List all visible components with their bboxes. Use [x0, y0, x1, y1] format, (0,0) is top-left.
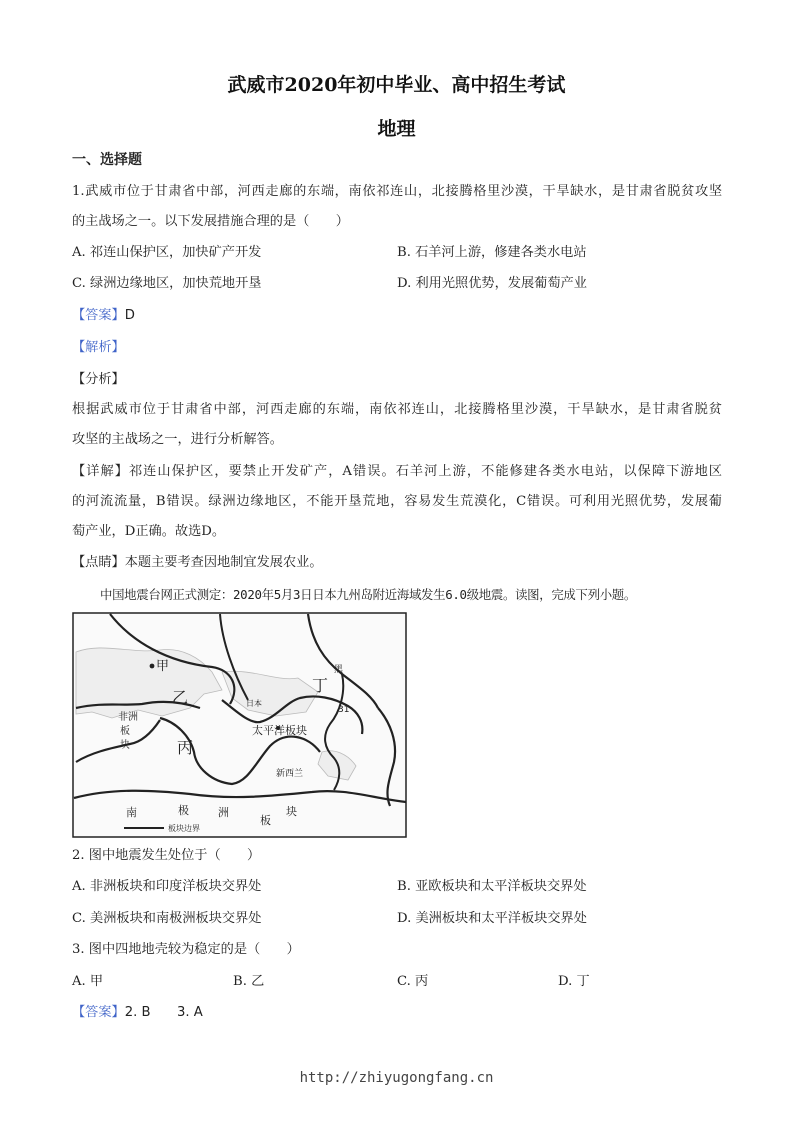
fenxi-tag: 【分析】 — [72, 372, 125, 387]
label-ding: 丁 — [312, 676, 329, 695]
legend-label: 板块边界 — [168, 824, 200, 833]
q2-option-c: C. 美洲板块和南极洲板块交界处 — [72, 911, 262, 926]
label-africa-2: 板 — [120, 726, 130, 737]
q1-stem-line1: 1.武威市位于甘肃省中部，河西走廊的东端，南依祁连山，北接腾格里沙漠，干旱缺水，是甘肃省脱贫攻坚 — [72, 184, 722, 199]
label-black: 黑 — [334, 665, 344, 675]
quake-intro: 中国地震台网正式测定：2020年5月3日日本九州岛附近海域发生6.0级地震。读图，完成下列小题。 — [100, 587, 636, 602]
q3-stem: 3. 图中四地地壳较为稳定的是（ ） — [72, 942, 300, 957]
footer-url: http://zhiyugongfang.cn — [299, 1070, 494, 1086]
q3-option-d: D. 丁 — [558, 974, 590, 989]
q2-option-a: A. 非洲板块和印度洋板块交界处 — [72, 879, 262, 894]
label-bing: 丙 — [177, 738, 194, 757]
final-answer-value: 2. B 3. A — [124, 1005, 203, 1020]
q3-option-c: C. 丙 — [397, 974, 429, 989]
q1-option-d: D. 利用光照优势，发展葡萄产业 — [397, 276, 587, 291]
point-text: 本题主要考查因地制宜发展农业。 — [124, 555, 323, 570]
point-line — [72, 553, 722, 573]
label-south-1: 极 — [178, 804, 189, 817]
label-31: 31 — [338, 705, 350, 715]
section-heading: 一、选择题 — [72, 152, 142, 168]
q1-option-a: A. 祁连山保护区，加快矿产开发 — [72, 245, 262, 260]
label-africa-0: 非 — [118, 712, 128, 723]
q2-option-d: D. 美洲板块和太平洋板块交界处 — [397, 911, 587, 926]
q1-option-c: C. 绿洲边缘地区，加快荒地开垦 — [72, 276, 262, 291]
detail-line1 — [72, 462, 722, 482]
map-frame — [73, 613, 406, 837]
label-south-4: 块 — [286, 805, 297, 818]
answer-tag: 【答案】 — [72, 308, 125, 323]
final-answer-tag: 【答案】 — [72, 1005, 125, 1020]
fenxi-line1: 根据武威市位于甘肃省中部，河西走廊的东端，南依祁连山，北接腾格里沙漠，干旱缺水，是甘肃省脱贫 — [72, 402, 722, 417]
detail-text1: 祁连山保护区，要禁止开发矿产，A错误。石羊河上游，不能修建各类水电站，以保障下游地区 — [128, 464, 722, 479]
label-south-0: 南 — [126, 806, 137, 819]
exam-subject: 地理 — [377, 118, 416, 140]
analysis-tag: 【解析】 — [72, 340, 125, 355]
label-south-2: 洲 — [218, 806, 229, 819]
q1-stem-line2: 的主战场之一。以下发展措施合理的是（ ） — [72, 214, 349, 229]
q1-answer — [72, 306, 722, 326]
point-tag: 【点睛】 — [72, 555, 125, 570]
label-jia: 甲 — [156, 659, 170, 674]
label-pacific-plate: 太平洋板块 — [252, 724, 307, 737]
plate-boundary-map — [72, 612, 407, 838]
label-japan: 日本 — [246, 699, 262, 708]
label-new-zealand: 新西兰 — [276, 769, 304, 779]
detail-line2: 的河流流量，B错误。绿洲边缘地区，不能开垦荒地，容易发生荒漠化，C错误。可利用光照优势，发展葡 — [72, 494, 722, 509]
exam-title: 武威市2020年初中毕业、高中招生考试 — [227, 74, 566, 96]
q1-option-b: B. 石羊河上游，修建各类水电站 — [397, 245, 587, 260]
detail-tag: 【详解】 — [72, 464, 129, 479]
q3-option-b: B. 乙 — [233, 974, 265, 989]
detail-line3: 萄产业，D正确。故选D。 — [72, 524, 226, 539]
final-answer — [72, 1003, 722, 1023]
label-africa-1: 洲 — [128, 712, 138, 723]
q3-option-a: A. 甲 — [72, 974, 104, 989]
label-yi: 乙 — [172, 688, 189, 707]
answer-value: D — [124, 308, 135, 323]
point-jia-dot — [150, 664, 155, 669]
label-africa-3: 块 — [120, 740, 130, 751]
fenxi-line2: 攻坚的主战场之一，进行分析解答。 — [72, 432, 283, 447]
q2-stem: 2. 图中地震发生处位于（ ） — [72, 848, 261, 863]
q2-option-b: B. 亚欧板块和太平洋板块交界处 — [397, 879, 587, 894]
label-south-3: 板 — [260, 814, 271, 827]
